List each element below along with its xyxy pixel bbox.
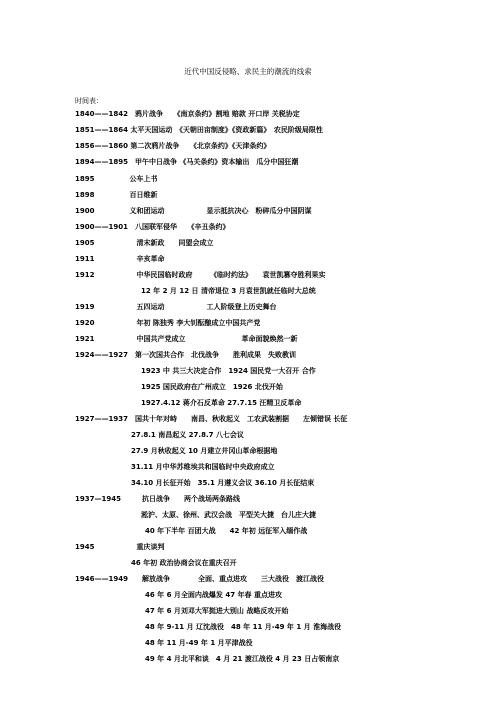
timeline-line: 1921 中国共产党成立 革命面貌焕然一新: [75, 335, 298, 343]
timeline-line: 31.11 月中华苏维埃共和国临时中央政府成立: [131, 463, 275, 471]
timeline-line: 27.8.1 南昌起义 27.8.7 八七会议: [131, 431, 244, 439]
timeline-line: 1900 义和团运动 显示抵抗决心 粉碎瓜分中国阴谋: [75, 207, 312, 215]
timeline-line: 1923 中 共三大决定合作 1924 国民党一大召开 合作: [141, 367, 316, 375]
timeline-line: 1856——1860 第二次鸦片战争 《北京条约》《天津条约》: [75, 142, 271, 150]
timeline-line: 1927——1937 国共十年对峙 南昌、秋收起义 工农武装割据 左倾错误 长征: [75, 415, 348, 423]
timeline-line: 1905 清末新政 同盟会成立: [75, 239, 214, 247]
timeline-line: 1895 公车上书: [75, 175, 158, 183]
timeline-line: 40 年下半年 百团大战 42 年初 远征军入缅作战: [145, 527, 308, 535]
timeline-line: 48 年 9-11 月 辽沈战役 48 年 11 月-49 年 1 月 淮海战役: [145, 623, 342, 631]
timeline-line: 1946——1949 解放战争 全面、重点进攻 三大战役 渡江战役: [75, 575, 324, 583]
timeline-line: 1912 中华民国临时政府 《临时约法》 袁世凯篡夺胜利果实: [75, 271, 326, 279]
timeline-line: 1898 百日维新: [75, 191, 158, 199]
timeline-line: 49 年 4 月北平和谈 4 月 21 渡江战役 4 月 23 日占领南京: [145, 655, 340, 663]
timeline-line: 46 年 6 月全面内战爆发 47 年春 重点进攻: [145, 591, 282, 599]
timeline-line: 27.9 月秋收起义 10 月建立井冈山革命根据地: [131, 447, 278, 455]
timeline-line: 1894——1895 甲午中日战争 《马关条约》资本输出 瓜分中国狂潮: [75, 158, 299, 166]
timeline-line: 1925 国民政府在广州成立 1926 北伐开始: [141, 383, 283, 391]
timeline-line: 淞沪、太原、徐州、武汉会战 平型关大捷 台儿庄大捷: [141, 511, 316, 519]
timeline-line: 1927.4.12 蒋介石反革命 27.7.15 汪精卫反革命: [141, 399, 302, 407]
timeline-line: 1919 五四运动 工人阶级登上历史舞台: [75, 303, 277, 311]
timeline-line: 1945 重庆谈判: [75, 543, 165, 551]
timeline-line: 1851——1864 太平天国运动 《天朝田亩制度》《资政新篇》 农民阶级局限性: [75, 126, 323, 134]
timeline-line: 12 年 2 月 12 日 清帝退位 3 月袁世凯就任临时大总统: [141, 287, 316, 295]
timeline-line: 1920 年初 陈独秀 李大钊酝酿成立中国共产党: [75, 319, 261, 327]
timeline-line: 47 年 6 月刘邓大军挺进大别山 战略反攻开始: [145, 607, 289, 615]
timeline-line: 1900——1901 八国联军侵华 《辛丑条约》: [75, 223, 230, 231]
timeline-line: 1924——1927 第一次国共合作 北伐战争 胜利成果 失败教训: [75, 351, 296, 359]
timeline-line: 1937—1945 抗日战争 两个战场两条路线: [75, 495, 240, 503]
document-title: 近代中国反侵略、求民主的潮流的线索: [184, 67, 312, 76]
timeline-line: 48 年 11 月-49 年 1 月平津战役: [145, 639, 253, 647]
timeline-line: 1911 辛亥革命: [75, 255, 165, 263]
timeline-line: 1840——1842 鸦片战争 《南京条约》割地 赔款 开口岸 关税协定: [75, 110, 300, 118]
timeline-line: 46 年初 政治协商会议在重庆召开: [131, 559, 237, 567]
timeline-heading: 时间表：: [75, 97, 103, 105]
timeline-line: 34.10 月长征开始 35.1 月遵义会议 36.10 月长征结束: [131, 479, 315, 487]
